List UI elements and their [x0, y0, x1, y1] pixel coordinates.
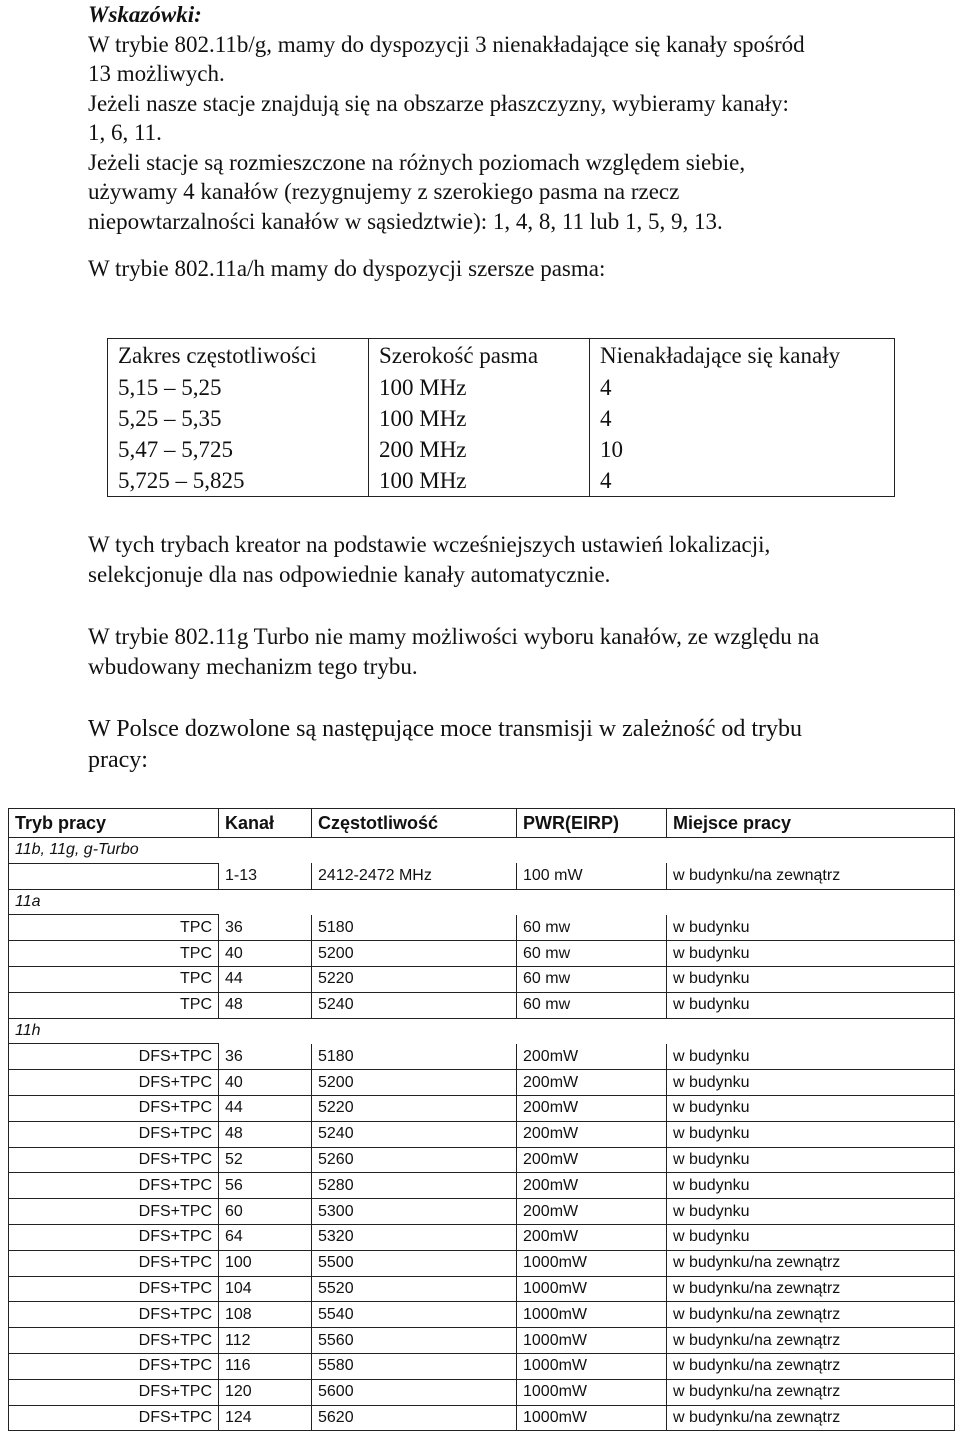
power-cell-tech: TPC [9, 966, 219, 992]
power-header-cell: Miejsce pracy [667, 809, 955, 838]
bands-cell: 4 [590, 465, 895, 497]
power-group-filler [219, 838, 955, 864]
power-table-body [9, 809, 955, 1431]
power-group-name: 11h [9, 1018, 219, 1044]
power-cell-power: 200mW [517, 1121, 667, 1147]
power-cell-frequency: 5200 [312, 941, 517, 967]
power-cell-tech: DFS+TPC [9, 1302, 219, 1328]
power-cell-tech: DFS+TPC [9, 1095, 219, 1121]
power-cell-tech: DFS+TPC [9, 1070, 219, 1096]
power-cell-tech: DFS+TPC [9, 1147, 219, 1173]
bands-cell: 5,15 – 5,25 [108, 372, 369, 403]
power-table-row [9, 863, 955, 889]
power-cell-frequency: 5180 [312, 1044, 517, 1070]
power-table-row [9, 1405, 955, 1431]
power-cell-place: w budynku/na zewnątrz [667, 1250, 955, 1276]
power-cell-channel: 120 [219, 1379, 312, 1405]
power-cell-channel: 60 [219, 1199, 312, 1225]
power-cell-channel: 56 [219, 1173, 312, 1199]
power-cell-channel: 48 [219, 1121, 312, 1147]
paragraph-line: W trybie 802.11g Turbo nie mamy możliwości wyboru kanałów, ze względu na [88, 624, 820, 649]
power-cell-tech: DFS+TPC [9, 1405, 219, 1431]
bands-row [108, 372, 895, 403]
bands-row [108, 434, 895, 465]
power-cell-frequency: 5540 [312, 1302, 517, 1328]
power-group-filler [219, 1018, 955, 1044]
power-cell-power: 200mW [517, 1095, 667, 1121]
power-cell-channel: 36 [219, 1044, 312, 1070]
power-table-row [9, 1199, 955, 1225]
power-cell-frequency: 5620 [312, 1405, 517, 1431]
bands-header-cell: Zakres częstotliwości [108, 339, 369, 373]
bands-cell: 10 [590, 434, 895, 465]
power-cell-channel: 52 [219, 1147, 312, 1173]
power-cell-power: 200mW [517, 1044, 667, 1070]
power-cell-power: 60 mw [517, 915, 667, 941]
bands-header-cell: Szerokość pasma [369, 339, 590, 373]
power-cell-place: w budynku [667, 992, 955, 1018]
power-cell-channel: 36 [219, 915, 312, 941]
paragraph-line: pracy: [88, 747, 148, 773]
power-cell-place: w budynku/na zewnątrz [667, 863, 955, 889]
bands-cell: 5,725 – 5,825 [108, 465, 369, 497]
power-cell-power: 1000mW [517, 1250, 667, 1276]
power-cell-frequency: 5560 [312, 1328, 517, 1354]
power-table-row [9, 1328, 955, 1354]
bands-header-cell: Nienakładające się kanały [590, 339, 895, 373]
power-table-row [9, 941, 955, 967]
power-cell-tech: DFS+TPC [9, 1353, 219, 1379]
power-cell-tech: DFS+TPC [9, 1276, 219, 1302]
bands-cell: 200 MHz [369, 434, 590, 465]
poland-paragraph [88, 714, 948, 776]
power-cell-tech: DFS+TPC [9, 1121, 219, 1147]
power-cell-tech [9, 863, 219, 889]
power-table-row [9, 1224, 955, 1250]
power-cell-frequency: 5180 [312, 915, 517, 941]
bands-table [107, 338, 895, 497]
power-table-row [9, 1250, 955, 1276]
power-cell-channel: 44 [219, 966, 312, 992]
power-cell-channel: 44 [219, 1095, 312, 1121]
hint-line: niepowtarzalności kanałów w sąsiedztwie): 1, 4, 8, 11 lub 1, 5, 9, 13. [88, 208, 723, 234]
power-cell-place: w budynku [667, 1224, 955, 1250]
bands-cell: 4 [590, 372, 895, 403]
hint-line: używamy 4 kanałów (rezygnujemy z szerokiego pasma na rzecz [88, 179, 680, 204]
power-cell-place: w budynku/na zewnątrz [667, 1353, 955, 1379]
power-group-row [9, 838, 955, 864]
power-table-row [9, 1044, 955, 1070]
power-table-row [9, 1070, 955, 1096]
power-cell-power: 60 mw [517, 992, 667, 1018]
power-cell-frequency: 5520 [312, 1276, 517, 1302]
bands-row [108, 465, 895, 497]
power-cell-channel: 112 [219, 1328, 312, 1354]
power-cell-place: w budynku/na zewnątrz [667, 1379, 955, 1405]
power-cell-channel: 1-13 [219, 863, 312, 889]
power-cell-power: 1000mW [517, 1353, 667, 1379]
power-table-row [9, 1095, 955, 1121]
power-cell-power: 1000mW [517, 1405, 667, 1431]
hints-title: Wskazówki: [88, 2, 202, 27]
power-cell-tech: DFS+TPC [9, 1044, 219, 1070]
power-cell-tech: DFS+TPC [9, 1173, 219, 1199]
power-cell-frequency: 5240 [312, 1121, 517, 1147]
power-cell-frequency: 5580 [312, 1353, 517, 1379]
hint-line: Jeżeli nasze stacje znajdują się na obszarze płaszczyzny, wybieramy kanały: [88, 90, 789, 116]
power-cell-place: w budynku/na zewnątrz [667, 1405, 955, 1431]
power-cell-place: w budynku [667, 915, 955, 941]
power-cell-power: 60 mw [517, 941, 667, 967]
power-cell-frequency: 5500 [312, 1250, 517, 1276]
power-cell-tech: DFS+TPC [9, 1379, 219, 1405]
power-cell-place: w budynku [667, 1199, 955, 1225]
power-cell-frequency: 5320 [312, 1224, 517, 1250]
bands-cell: 100 MHz [369, 403, 590, 434]
power-cell-place: w budynku [667, 1173, 955, 1199]
power-cell-power: 60 mw [517, 966, 667, 992]
power-cell-channel: 40 [219, 941, 312, 967]
power-group-name: 11b, 11g, g-Turbo [9, 838, 219, 864]
paragraph-line: W Polsce dozwolone są następujące moce transmisji w zależność od trybu [88, 716, 803, 742]
turbo-paragraph [88, 622, 948, 681]
power-cell-tech: DFS+TPC [9, 1328, 219, 1354]
hint-line: 1, 6, 11. [88, 120, 162, 145]
power-cell-power: 1000mW [517, 1302, 667, 1328]
hint-line: 13 możliwych. [88, 61, 225, 86]
power-cell-tech: DFS+TPC [9, 1224, 219, 1250]
power-group-row [9, 1018, 955, 1044]
power-header-cell: PWR(EIRP) [517, 809, 667, 838]
power-cell-channel: 104 [219, 1276, 312, 1302]
power-cell-tech: TPC [9, 992, 219, 1018]
power-cell-channel: 124 [219, 1405, 312, 1431]
power-cell-frequency: 5220 [312, 1095, 517, 1121]
bands-intro: W trybie 802.11a/h mamy do dyspozycji szersze pasma: [88, 256, 606, 281]
power-cell-channel: 48 [219, 992, 312, 1018]
power-header-cell: Częstotliwość [312, 809, 517, 838]
power-cell-place: w budynku [667, 1095, 955, 1121]
power-header-cell: Tryb pracy [9, 809, 219, 838]
power-cell-tech: TPC [9, 941, 219, 967]
power-cell-frequency: 5240 [312, 992, 517, 1018]
power-cell-tech: DFS+TPC [9, 1199, 219, 1225]
paragraph-line: wbudowany mechanizm tego trybu. [88, 653, 418, 679]
power-table-row [9, 1173, 955, 1199]
power-cell-channel: 116 [219, 1353, 312, 1379]
power-cell-tech: DFS+TPC [9, 1250, 219, 1276]
bands-cell: 5,25 – 5,35 [108, 403, 369, 434]
power-cell-tech: TPC [9, 915, 219, 941]
paragraph-line: selekcjonuje dla nas odpowiednie kanały automatycznie. [88, 561, 611, 587]
power-cell-power: 200mW [517, 1173, 667, 1199]
power-header-row [9, 809, 955, 838]
paragraph-line: W tych trybach kreator na podstawie wcześniejszych ustawień lokalizacji, [88, 532, 771, 557]
power-cell-place: w budynku [667, 966, 955, 992]
power-cell-frequency: 5260 [312, 1147, 517, 1173]
hint-line: Jeżeli stacje są rozmieszczone na różnych poziomach względem siebie, [88, 149, 746, 175]
power-table-row [9, 1147, 955, 1173]
power-cell-frequency: 5280 [312, 1173, 517, 1199]
bands-cell: 100 MHz [369, 465, 590, 497]
power-cell-channel: 64 [219, 1224, 312, 1250]
power-cell-channel: 100 [219, 1250, 312, 1276]
power-table-row [9, 1121, 955, 1147]
power-table-row [9, 966, 955, 992]
power-group-row [9, 889, 955, 915]
power-cell-power: 200mW [517, 1199, 667, 1225]
power-cell-power: 1000mW [517, 1379, 667, 1405]
power-table-row [9, 1276, 955, 1302]
power-cell-power: 200mW [517, 1070, 667, 1096]
bands-cell: 5,47 – 5,725 [108, 434, 369, 465]
bands-cell: 4 [590, 403, 895, 434]
power-cell-frequency: 2412-2472 MHz [312, 863, 517, 889]
power-cell-place: w budynku [667, 1121, 955, 1147]
power-table-row [9, 992, 955, 1018]
power-table-row [9, 1379, 955, 1405]
power-table [8, 808, 955, 1431]
power-cell-frequency: 5200 [312, 1070, 517, 1096]
power-cell-place: w budynku [667, 1044, 955, 1070]
power-cell-power: 100 mW [517, 863, 667, 889]
power-cell-place: w budynku [667, 941, 955, 967]
power-cell-place: w budynku [667, 1070, 955, 1096]
power-header-cell: Kanał [219, 809, 312, 838]
wizard-paragraph [88, 530, 948, 589]
power-table-row [9, 1353, 955, 1379]
bands-row [108, 403, 895, 434]
power-cell-power: 200mW [517, 1147, 667, 1173]
bands-cell: 100 MHz [369, 372, 590, 403]
power-group-filler [219, 889, 955, 915]
power-cell-power: 1000mW [517, 1276, 667, 1302]
power-cell-power: 200mW [517, 1224, 667, 1250]
hint-line: W trybie 802.11b/g, mamy do dyspozycji 3 nienakładające się kanały spośród [88, 31, 805, 57]
power-cell-place: w budynku/na zewnątrz [667, 1276, 955, 1302]
power-cell-power: 1000mW [517, 1328, 667, 1354]
power-cell-frequency: 5220 [312, 966, 517, 992]
power-cell-frequency: 5600 [312, 1379, 517, 1405]
power-table-row [9, 1302, 955, 1328]
power-cell-place: w budynku/na zewnątrz [667, 1328, 955, 1354]
hints-section [88, 0, 948, 284]
power-table-row [9, 915, 955, 941]
power-cell-place: w budynku/na zewnątrz [667, 1302, 955, 1328]
power-cell-channel: 108 [219, 1302, 312, 1328]
power-cell-frequency: 5300 [312, 1199, 517, 1225]
bands-header-row [108, 339, 895, 373]
power-cell-place: w budynku [667, 1147, 955, 1173]
power-cell-channel: 40 [219, 1070, 312, 1096]
power-group-name: 11a [9, 889, 219, 915]
